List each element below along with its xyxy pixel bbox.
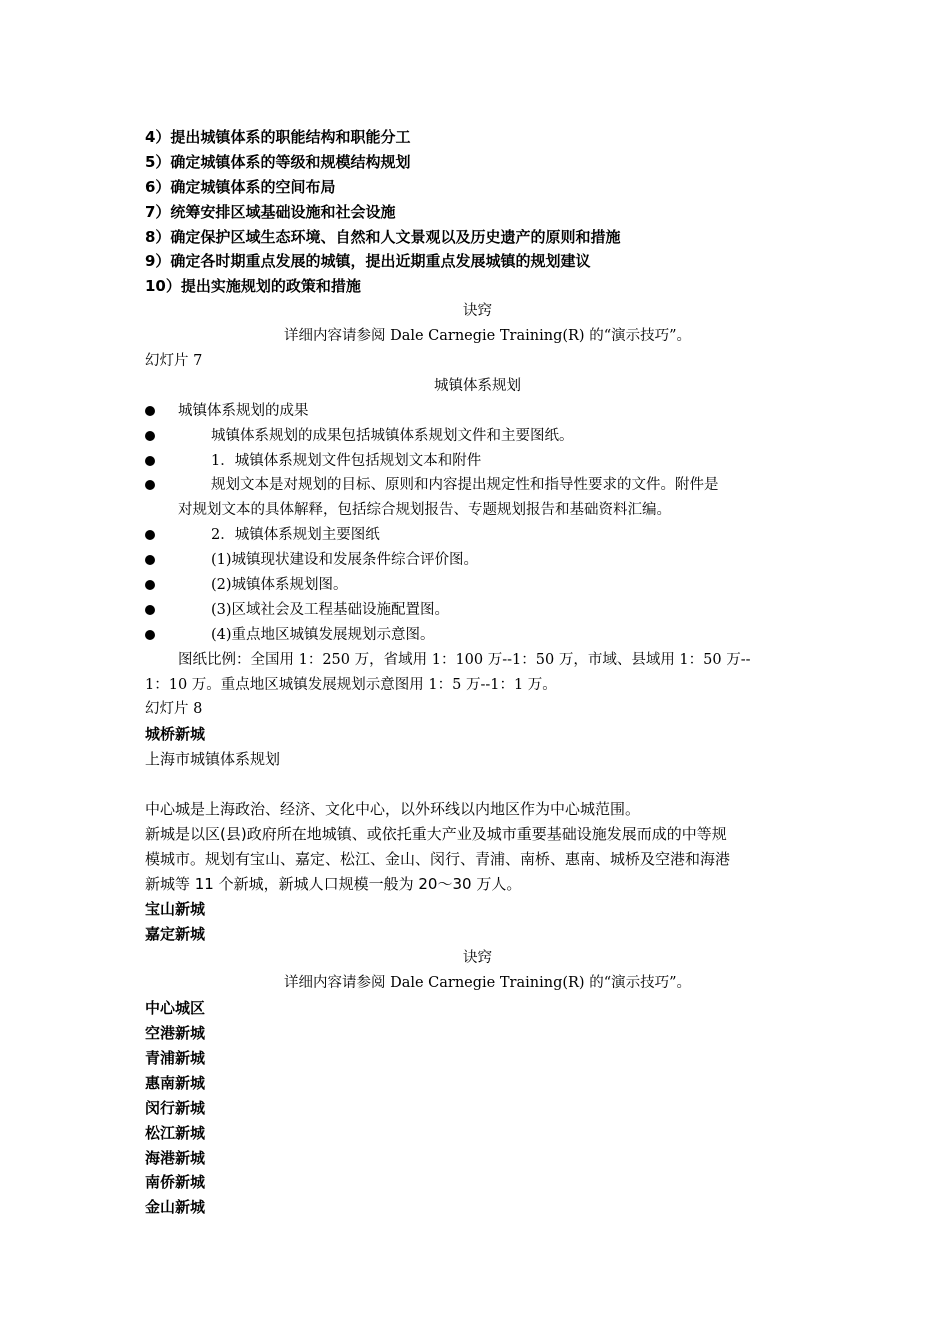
document-page (145, 125, 810, 1220)
spacer (145, 772, 810, 797)
list-item: 10）提出实施规划的政策和措施 (145, 277, 361, 296)
list-item: 4）提出城镇体系的职能结构和职能分工 (145, 128, 411, 146)
tip-text: 详细内容请参阅 Dale Carnegie Training(R) 的“演示技巧”。 (283, 328, 692, 345)
bullet-icon (145, 431, 155, 441)
bullet-icon (145, 605, 155, 615)
list-item: 6）确定城镇体系的空间布局 (145, 177, 336, 196)
bullet-list (145, 399, 810, 648)
bullet-icon (145, 480, 155, 490)
paragraph: 新城是以区(县)政府所在地城镇、或依托重大产业及城市重要基础设施发展而成的中等规 (145, 824, 727, 843)
paragraph: 模城市。规划有宝山、嘉定、松江、金山、闵行、青浦、南桥、惠南、城桥及空港和海港 (145, 849, 731, 868)
bullet-icon (145, 630, 155, 640)
bullet-icon (145, 555, 155, 565)
bullet-icon (145, 456, 155, 466)
list-item: 8）确定保护区域生态环境、自然和人文景观以及历史遗产的原则和措施 (145, 227, 621, 246)
slide-label: 幻灯片 8 (145, 701, 203, 718)
list-item: (2)城镇体系规划图。 (145, 573, 810, 598)
list-item: 海港新城 (145, 1148, 206, 1167)
tip-title: 诀窍 (463, 303, 492, 320)
town-list (145, 996, 810, 1220)
list-item: 7）统筹安排区域基础设施和社会设施 (145, 202, 396, 221)
list-item: 闵行新城 (145, 1098, 206, 1117)
list-item: 惠南新城 (145, 1073, 206, 1092)
tip-text: 详细内容请参阅 Dale Carnegie Training(R) 的“演示技巧”。 (283, 975, 692, 992)
paragraph: 新城等 11 个新城，新城人口规模一般为 20～30 万人。 (145, 874, 522, 893)
list-item: 空港新城 (145, 1024, 206, 1043)
list-item-continuation: 对规划文本的具体解释，包括综合规划报告、专题规划报告和基础资料汇编。 (178, 502, 671, 519)
slide-label: 幻灯片 7 (145, 353, 203, 370)
list-item: (1)城镇现状建设和发展条件综合评价图。 (145, 548, 810, 573)
list-item: (4)重点地区城镇发展规划示意图。 (145, 623, 810, 648)
list-item: 宝山新城 (145, 899, 206, 918)
section-heading: 上海市城镇体系规划 (145, 750, 281, 769)
list-item: 金山新城 (145, 1198, 206, 1217)
tip-title: 诀窍 (463, 950, 492, 967)
scale-text: 1：10 万。重点地区城镇发展规划示意图用 1：5 万--1：1 万。 (145, 676, 557, 693)
list-item: 城镇体系规划的成果 (145, 399, 810, 424)
scale-text: 图纸比例：全国用 1：250 万，省域用 1：100 万--1：50 万，市域、县域用 1：50 万-- (178, 651, 751, 668)
paragraph: 中心城是上海政治、经济、文化中心，以外环线以内地区作为中心城范围。 (145, 800, 641, 819)
list-item: (3)区域社会及工程基础设施配置图。 (145, 598, 810, 623)
list-item: 南侨新城 (145, 1173, 206, 1192)
bullet-icon (145, 406, 155, 416)
list-item: 1．城镇体系规划文件包括规划文本和附件 (145, 449, 810, 474)
town-list (145, 897, 810, 947)
bullet-icon (145, 580, 155, 590)
planning-task-list (145, 125, 810, 299)
list-item: 规划文本是对规划的目标、原则和内容提出规定性和指导性要求的文件。附件是 (145, 473, 810, 498)
list-item: 2．城镇体系规划主要图纸 (145, 523, 810, 548)
list-item: 嘉定新城 (145, 924, 206, 943)
section-heading: 城桥新城 (145, 725, 206, 744)
list-item: 5）确定城镇体系的等级和规模结构规划 (145, 152, 411, 171)
list-item: 城镇体系规划的成果包括城镇体系规划文件和主要图纸。 (145, 424, 810, 449)
list-item: 松江新城 (145, 1123, 206, 1142)
list-item: 中心城区 (145, 999, 206, 1018)
bullet-icon (145, 530, 155, 540)
slide-title: 城镇体系规划 (434, 377, 521, 394)
list-item: 青浦新城 (145, 1048, 206, 1067)
list-item: 9）确定各时期重点发展的城镇，提出近期重点发展城镇的规划建议 (145, 252, 591, 271)
